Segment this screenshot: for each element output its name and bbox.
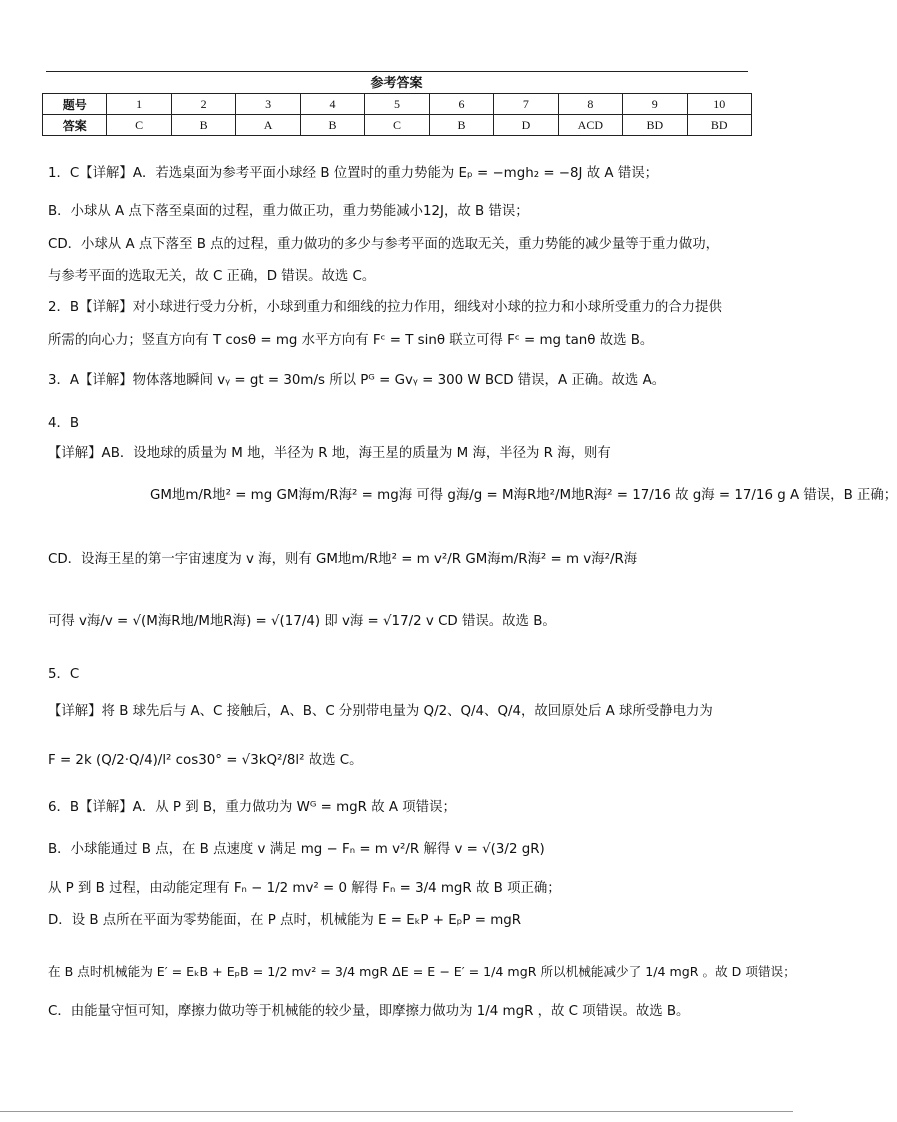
table-cell: 4 [300,94,364,115]
table-cell: D [494,115,558,136]
table-cell: A [236,115,300,136]
table-cell: 8 [558,94,622,115]
solution-line: CD．设海王星的第一宇宙速度为 v 海，则有 GM地m/R地² = m v²/R GM海m/R海² = m v海²/R海 [48,552,638,567]
solution-line: 与参考平面的选取无关，故 C 正确，D 错误。故选 C。 [48,269,376,284]
page-title: 参考答案 [370,76,423,91]
table-cell: 2 [171,94,235,115]
table-cell: 7 [494,94,558,115]
row-head-answer: 答案 [43,115,107,136]
table-cell: B [300,115,364,136]
table-cell: 6 [429,94,493,115]
solution-line: 所需的向心力；竖直方向有 T cosθ = mg 水平方向有 Fᶜ = T sinθ 联立可得 Fᶜ = mg tanθ 故选 B。 [48,333,654,348]
answer-table [42,93,752,136]
solution-line: 2．B【详解】对小球进行受力分析，小球到重力和细线的拉力作用，细线对小球的拉力和小球所受重力的合力提供 [48,300,722,315]
table-cell: BD [687,115,751,136]
table-cell: C [107,115,171,136]
table-cell: 5 [365,94,429,115]
table-cell: 9 [623,94,687,115]
table-cell: BD [623,115,687,136]
solution-line: 从 P 到 B 过程，由动能定理有 Fₙ − 1/2 mv² = 0 解得 Fₙ = 3/4 mgR 故 B 项正确； [48,881,561,896]
solution-line: CD．小球从 A 点下落至 B 点的过程，重力做功的多少与参考平面的选取无关，重力势能的减少量等于重力做功， [48,237,719,252]
table-cell: 3 [236,94,300,115]
table-cell: B [429,115,493,136]
table-row-answers [43,115,752,136]
solution-line: 4．B [48,416,80,431]
table-cell: 1 [107,94,171,115]
solution-line: B．小球能通过 B 点，在 B 点速度 v 满足 mg − Fₙ = m v²/R 解得 v = √(3/2 gR) [48,842,545,857]
solution-line: 5．C [48,667,80,682]
solution-line: 3．A【详解】物体落地瞬间 vᵧ = gt = 30m/s 所以 Pᴳ = Gvᵧ = 300 W BCD 错误，A 正确。故选 A。 [48,373,666,388]
table-cell: C [365,115,429,136]
table-row-numbers [43,94,752,115]
solution-formula: F = 2k (Q/2·Q/4)/l² cos30° = √3kQ²/8l² 故选 C。 [48,753,363,768]
solution-formula: GM地m/R地² = mg GM海m/R海² = mg海 可得 g海/g = M海R地²/M地R海² = 17/16 故 g海 = 17/16 g A 错误，B 正确； [150,488,897,503]
solution-line: B．小球从 A 点下落至桌面的过程，重力做正功，重力势能减小12J，故 B 错误； [48,204,529,219]
solution-line: 【详解】AB．设地球的质量为 M 地，半径为 R 地，海王星的质量为 M 海，半径为 R 海，则有 [48,446,611,461]
table-cell: 10 [687,94,751,115]
solution-line: 在 B 点时机械能为 E′ = EₖB + EₚB = 1/2 mv² = 3/4 mgR ΔE = E − E′ = 1/4 mgR 所以机械能减少了 1/4 mgR 。故 D 项错误； [48,964,796,979]
solution-line: 【详解】将 B 球先后与 A、C 接触后，A、B、C 分别带电量为 Q/2、Q/4、Q/4，故回原处后 A 球所受静电力为 [48,704,713,719]
table-cell: ACD [558,115,622,136]
solution-line: 6．B【详解】A．从 P 到 B，重力做功为 Wᴳ = mgR 故 A 项错误； [48,800,456,815]
row-head-number: 题号 [43,94,107,115]
table-cell: B [171,115,235,136]
solution-line: D．设 B 点所在平面为零势能面，在 P 点时，机械能为 E = EₖP + EₚP = mgR [48,913,522,928]
solution-line: 1．C【详解】A．若选桌面为参考平面小球经 B 位置时的重力势能为 Eₚ = −mgh₂ = −8J 故 A 错误； [48,166,658,181]
footer-rule [0,1111,793,1112]
solution-line: C．由能量守恒可知，摩擦力做功等于机械能的较少量，即摩擦力做功为 1/4 mgR ，故 C 项错误。故选 B。 [48,1004,690,1019]
solution-line: 可得 v海/v = √(M海R地/M地R海) = √(17/4) 即 v海 = √17/2 v CD 错误。故选 B。 [48,614,556,629]
